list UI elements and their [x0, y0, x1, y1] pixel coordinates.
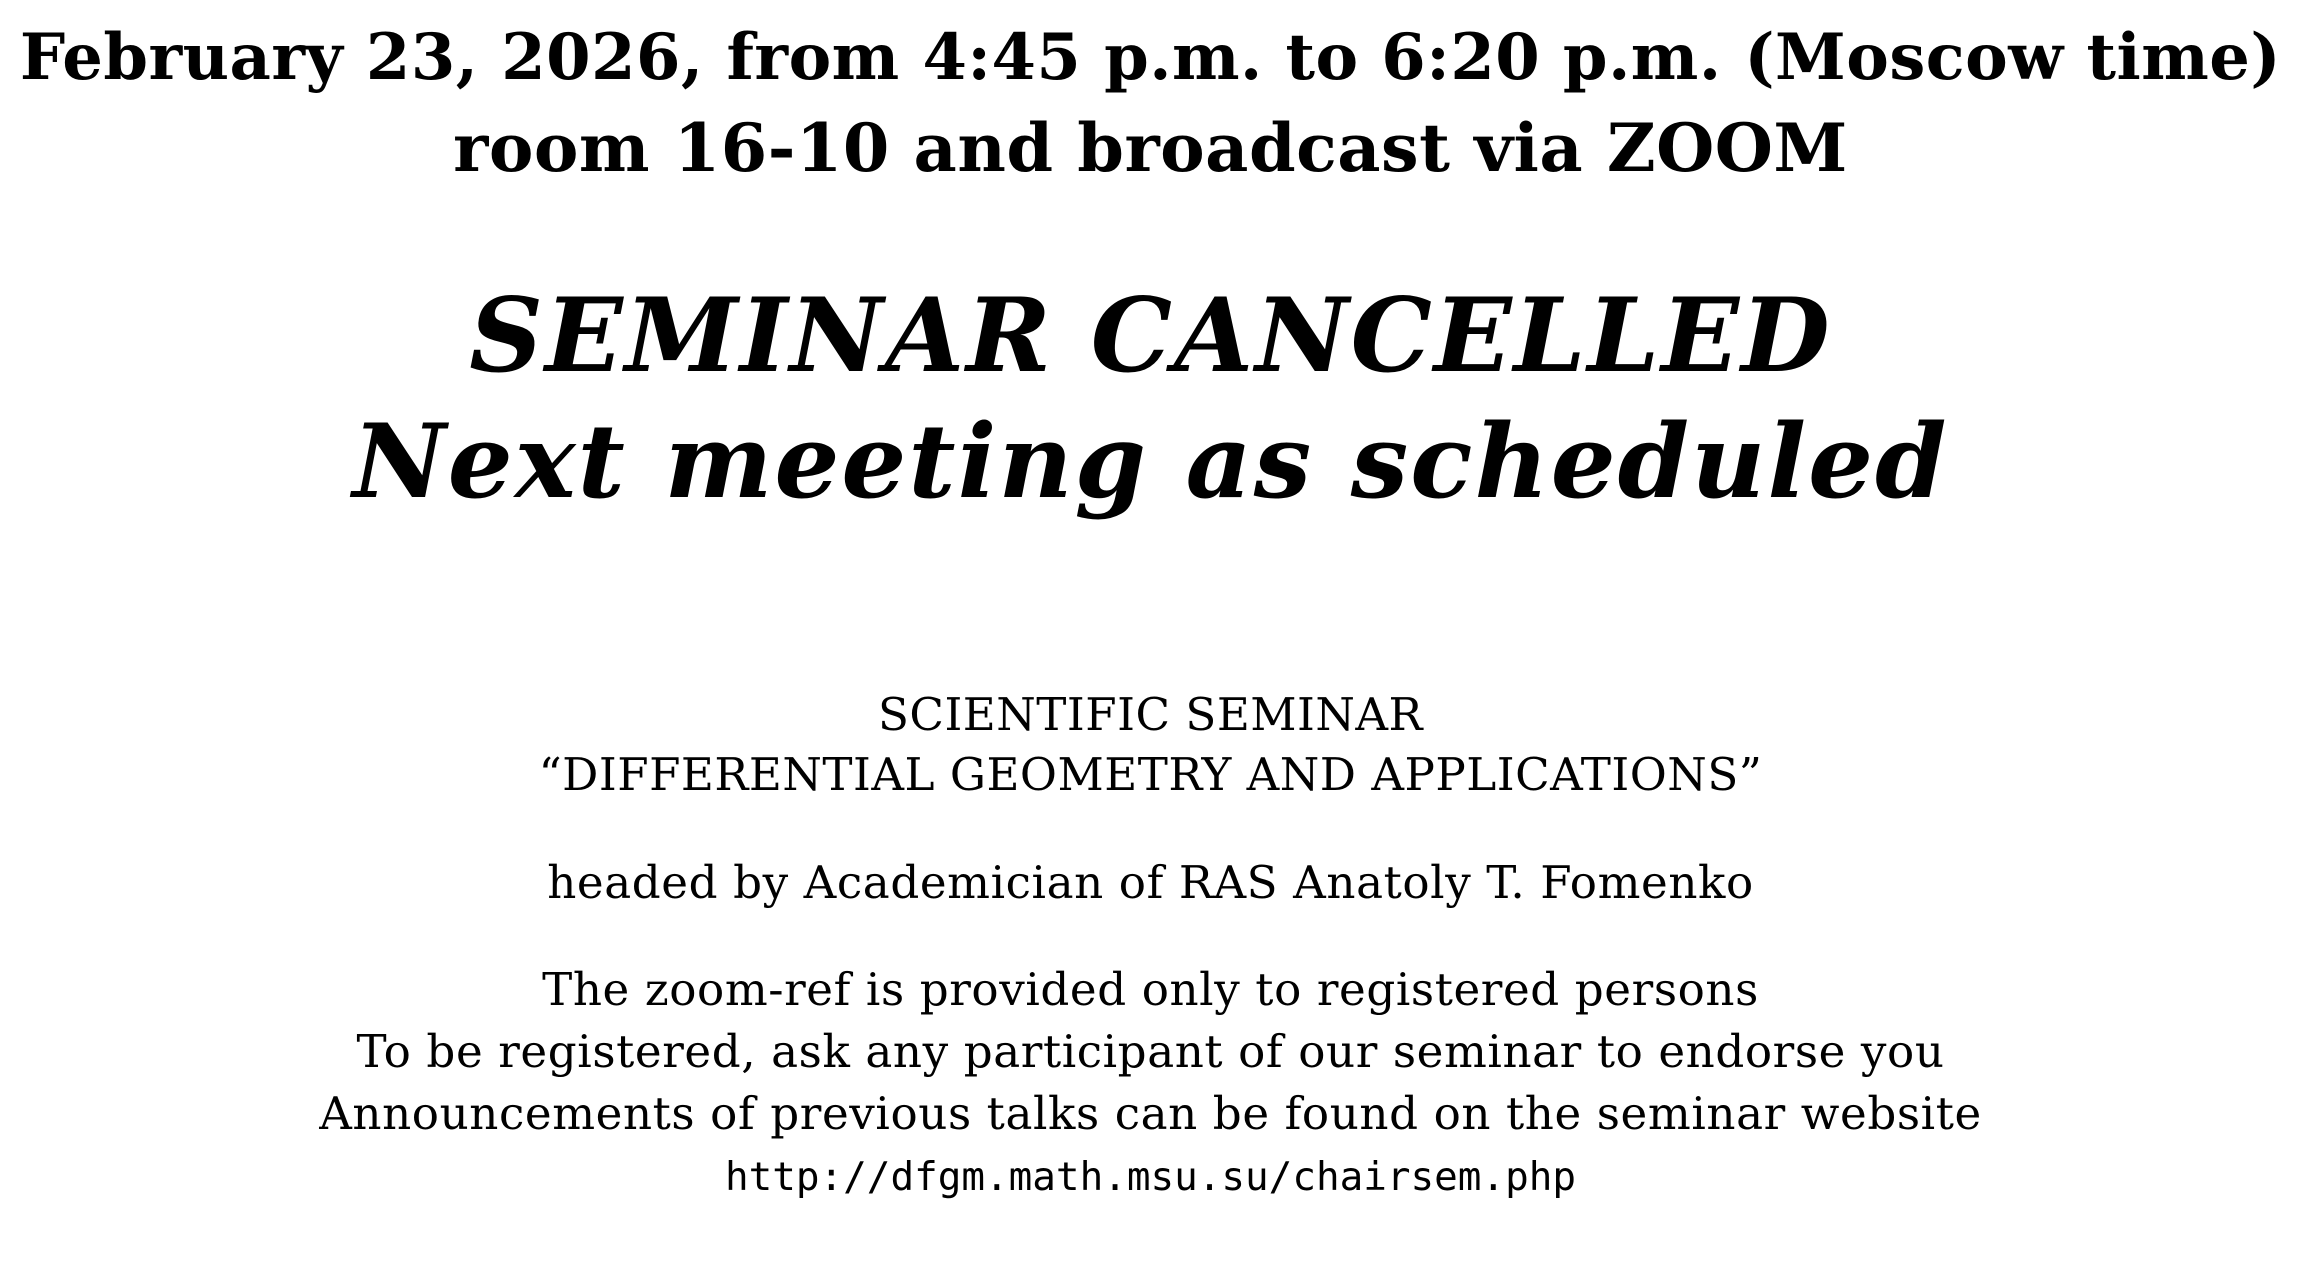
seminar-website-link[interactable]: http://dfgm.math.msu.su/chairsem.php [724, 1155, 1577, 1200]
seminar-label: SCIENTIFIC SEMINAR [877, 688, 1424, 741]
next-meeting-headline: Next meeting as scheduled [352, 402, 1949, 522]
cancelled-headline: SEMINAR CANCELLED [469, 276, 1832, 396]
info-line-registration: The zoom-ref is provided only to registered persons [542, 963, 1759, 1016]
date-time-line: February 23, 2026, from 4:45 p.m. to 6:20 p.m. (Moscow time) [19, 20, 2282, 95]
venue-line: room 16-10 and broadcast via ZOOM [453, 108, 1848, 187]
info-line-endorsement: To be registered, ask any participant of our seminar to endorse you [356, 1025, 1945, 1078]
seminar-head: headed by Academician of RAS Anatoly T. Fomenko [547, 856, 1754, 909]
info-line-announcements: Announcements of previous talks can be found on the seminar website [319, 1087, 1982, 1140]
seminar-name: “DIFFERENTIAL GEOMETRY AND APPLICATIONS” [538, 748, 1763, 801]
